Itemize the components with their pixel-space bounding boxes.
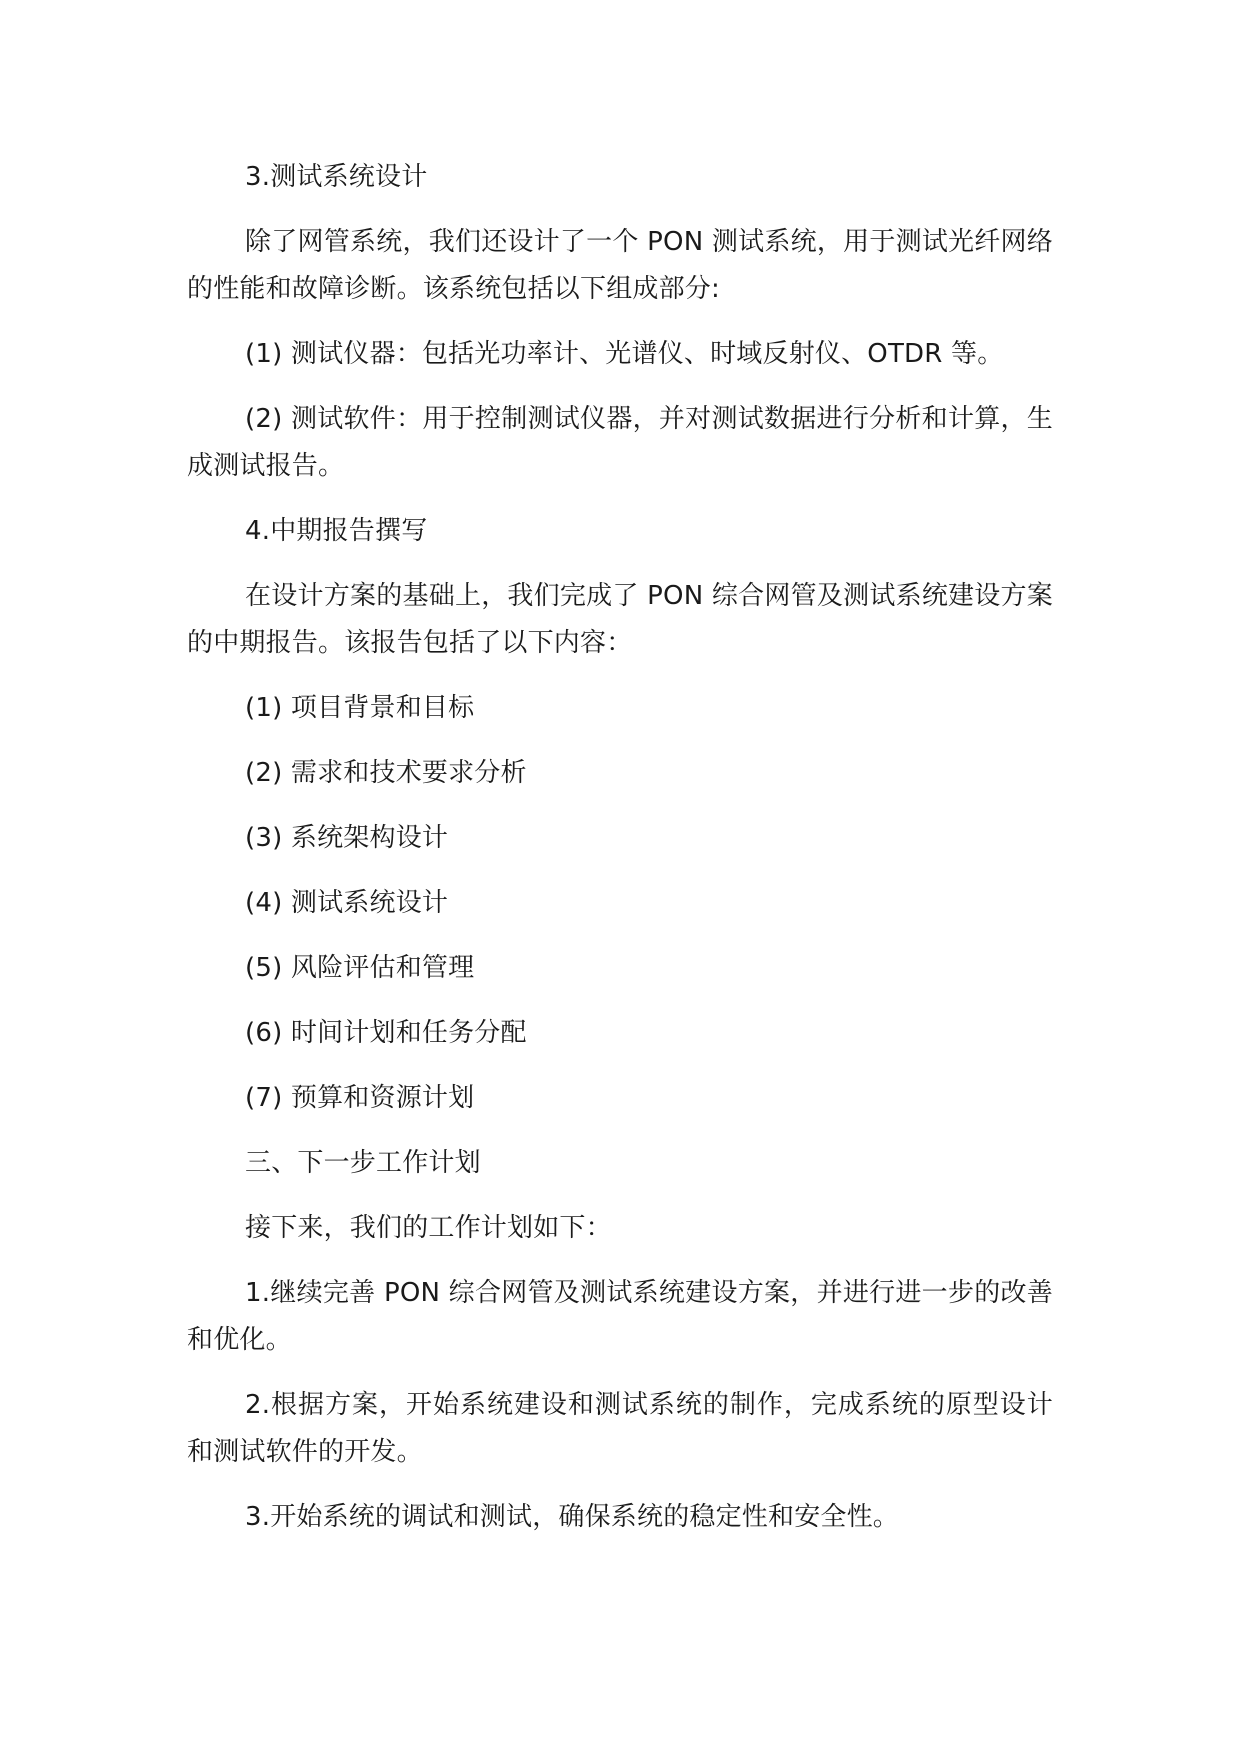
list-item-budget: (7) 预算和资源计划 (245, 1083, 475, 1113)
section-heading-test-system-design: 3.测试系统设计 (245, 162, 428, 192)
document-body (187, 154, 1053, 1559)
paragraph-interim-report: 在设计方案的基础上，我们完成了 PON 综合网管及测试系统建设方案的中期报告。该报告包括了以下内容： (187, 581, 1053, 658)
section-heading-interim-report: 4.中期报告撰写 (245, 516, 428, 546)
section-heading-next-steps: 三、下一步工作计划 (245, 1148, 481, 1178)
plan-item-2: 2.根据方案，开始系统建设和测试系统的制作，完成系统的原型设计和测试软件的开发。 (187, 1390, 1053, 1467)
list-item-test-design: (4) 测试系统设计 (245, 888, 449, 918)
paragraph-pon-test-system: 除了网管系统，我们还设计了一个 PON 测试系统，用于测试光纤网络的性能和故障诊断。该系统包括以下组成部分: (187, 227, 1053, 304)
list-item-requirements: (2) 需求和技术要求分析 (245, 758, 527, 788)
list-item-background: (1) 项目背景和目标 (245, 693, 475, 723)
plan-item-3: 3.开始系统的调试和测试，确保系统的稳定性和安全性。 (245, 1502, 900, 1532)
paragraph-next-steps-intro: 接下来，我们的工作计划如下： (245, 1213, 612, 1243)
list-item-risk: (5) 风险评估和管理 (245, 953, 475, 983)
plan-item-1: 1.继续完善 PON 综合网管及测试系统建设方案，并进行进一步的改善和优化。 (187, 1278, 1053, 1355)
list-item-test-instruments: (1) 测试仪器：包括光功率计、光谱仪、时域反射仪、OTDR 等。 (245, 339, 1004, 369)
list-item-architecture: (3) 系统架构设计 (245, 823, 449, 853)
list-item-test-software: (2) 测试软件：用于控制测试仪器，并对测试数据进行分析和计算，生成测试报告。 (187, 404, 1053, 481)
list-item-schedule: (6) 时间计划和任务分配 (245, 1018, 527, 1048)
